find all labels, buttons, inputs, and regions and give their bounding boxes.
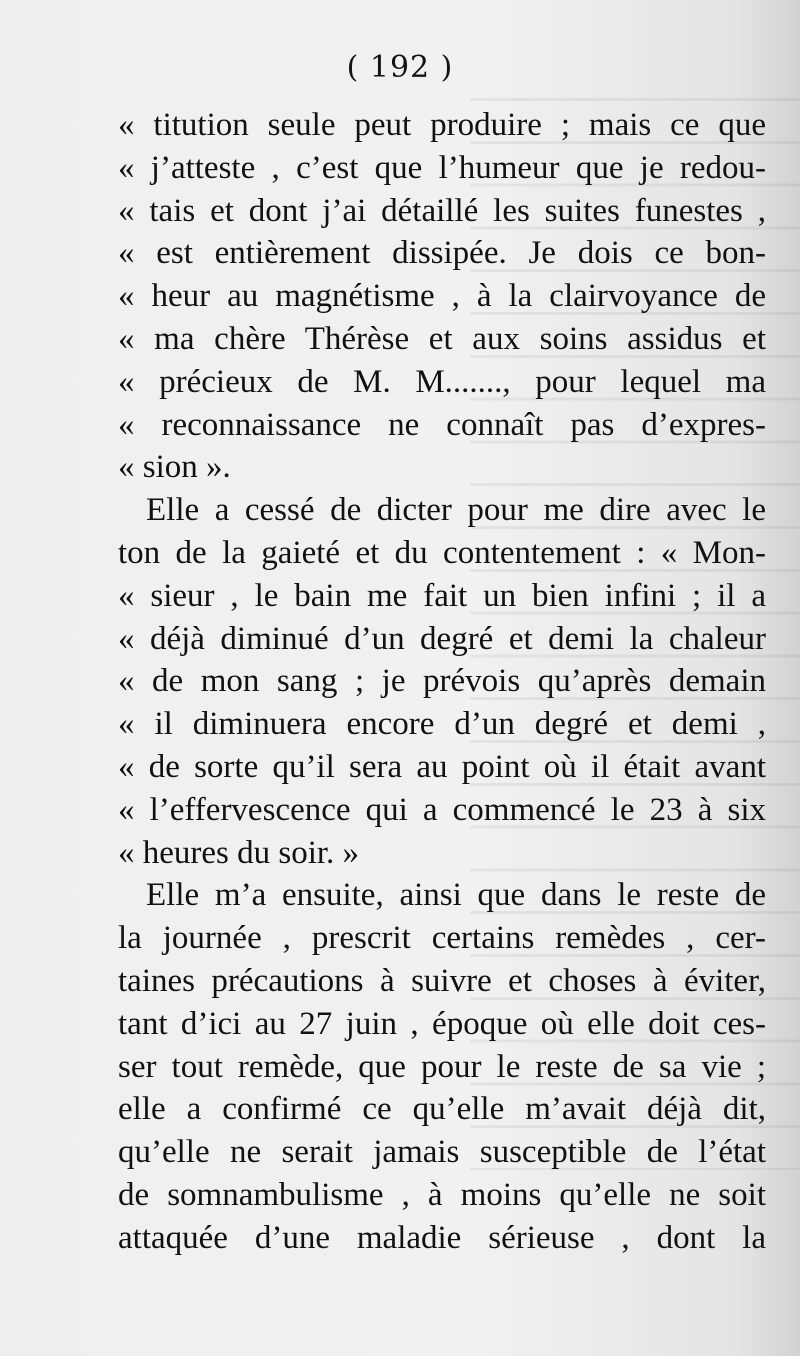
text-line: « sion ». xyxy=(118,449,231,486)
text-line: elle a confirmé ce qu’elle m’avait déjà dit, xyxy=(118,1091,766,1128)
text-line: « est entièrement dissipée. Je dois ce bon- xyxy=(118,235,766,272)
text-line: « heur au magnétisme , à la clairvoyance de xyxy=(118,278,766,315)
page-number: ( 192 ) xyxy=(346,50,454,85)
text-line: « de mon sang ; je prévois qu’après demain xyxy=(118,663,766,700)
text-line: « précieux de M. M......., pour lequel ma xyxy=(118,363,766,400)
text-line: « sieur , le bain me fait un bien infini ; il a xyxy=(118,577,766,614)
text-line: tant d’ici au 27 juin , époque où elle doit ces- xyxy=(118,1005,766,1042)
page-body xyxy=(118,104,766,1260)
text-line: « j’atteste , c’est que l’humeur que je redou- xyxy=(118,149,766,186)
text-line: ser tout remède, que pour le reste de sa vie ; xyxy=(118,1048,766,1085)
text-line: « ma chère Thérèse et aux soins assidus et xyxy=(118,320,766,357)
text-line: « de sorte qu’il sera au point où il était avant xyxy=(118,748,766,785)
text-line: de somnambulisme , à moins qu’elle ne soit xyxy=(118,1176,766,1213)
paragraph-start-line: Elle m’a ensuite, ainsi que dans le reste de xyxy=(146,877,766,914)
text-line: « reconnaissance ne connaît pas d’expres- xyxy=(118,406,766,443)
text-line: ton de la gaieté et du contentement : « Mon- xyxy=(118,534,766,571)
paragraph-start-line: Elle a cessé de dicter pour me dire avec le xyxy=(146,492,766,529)
text-line: qu’elle ne serait jamais susceptible de l’état xyxy=(118,1134,766,1171)
text-line: « tais et dont j’ai détaillé les suites funestes , xyxy=(118,192,766,229)
text-line: « déjà diminué d’un degré et demi la chaleur xyxy=(118,620,766,657)
text-line: la journée , prescrit certains remèdes , cer- xyxy=(118,920,766,957)
text-line: « l’effervescence qui a commencé le 23 à six xyxy=(118,791,766,828)
text-line: taines précautions à suivre et choses à éviter, xyxy=(118,962,766,999)
text-line: attaquée d’une maladie sérieuse , dont la xyxy=(118,1219,766,1256)
text-line: « heures du soir. » xyxy=(118,834,360,871)
text-line: « titution seule peut produire ; mais ce que xyxy=(118,107,766,143)
text-line: « il diminuera encore d’un degré et demi , xyxy=(118,706,766,743)
